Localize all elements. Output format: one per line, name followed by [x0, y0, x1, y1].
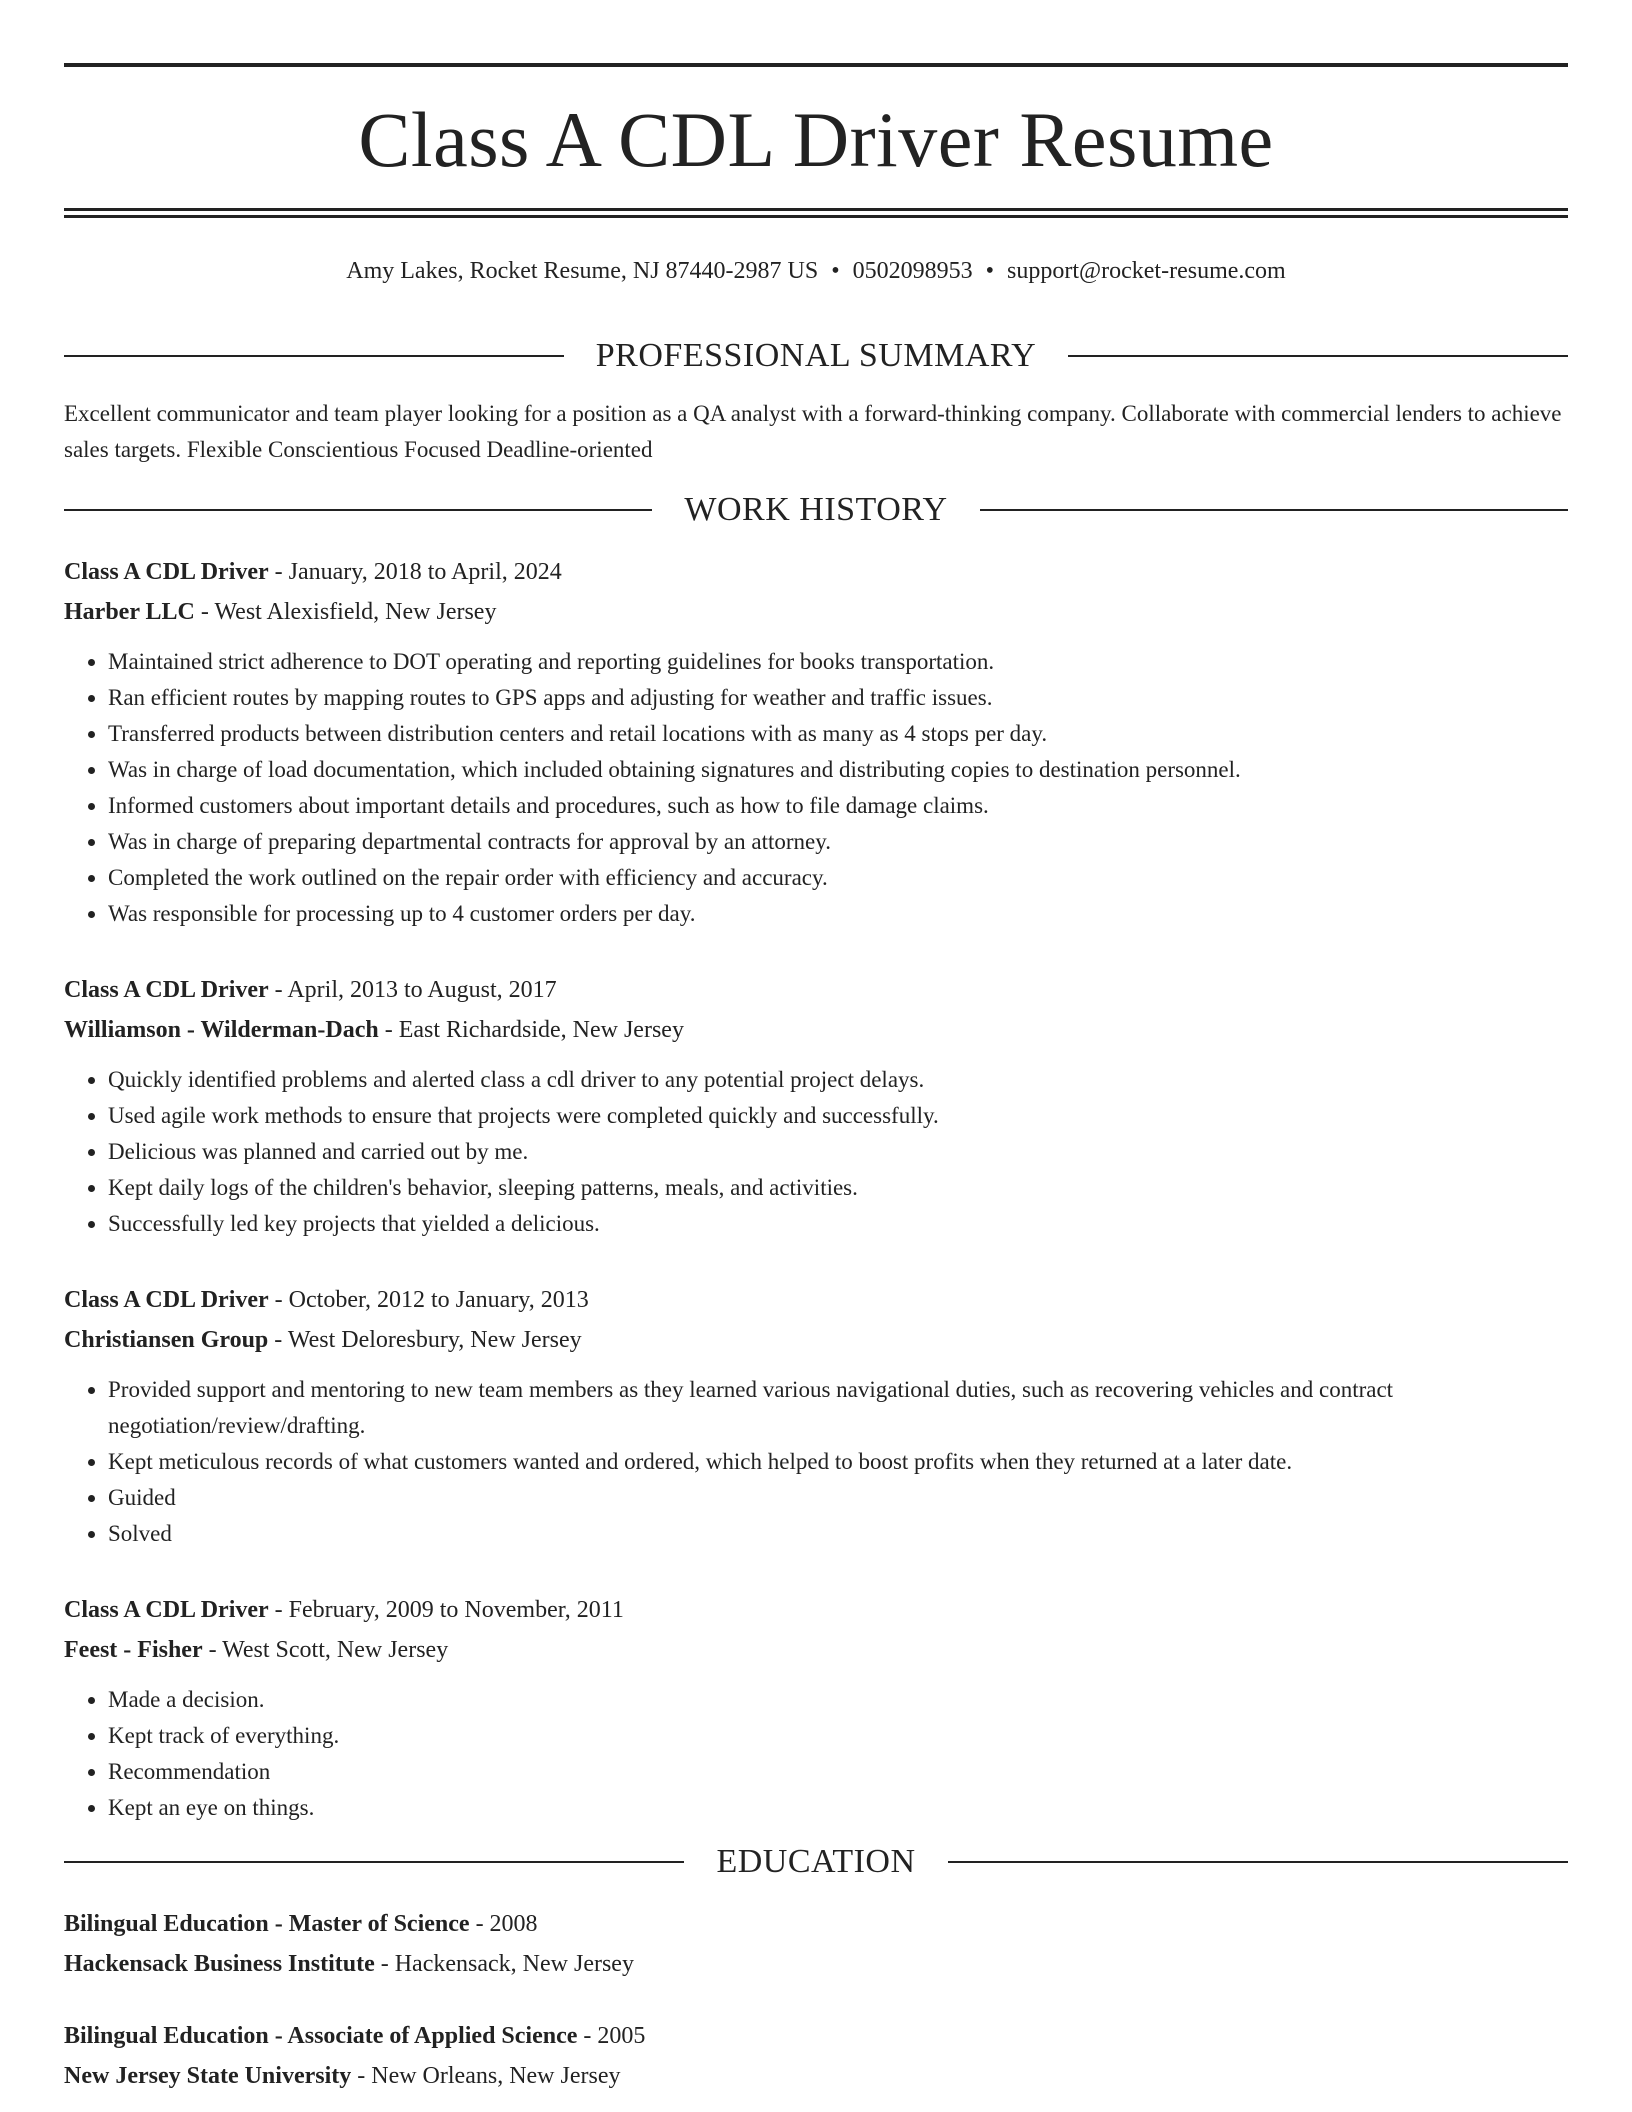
job-company-line — [64, 592, 1568, 632]
contact-separator: • — [985, 258, 995, 284]
job-bullet: • Completed the work outlined on the repair order with efficiency and accuracy. — [108, 860, 1568, 896]
contact-separator: • — [831, 258, 840, 284]
job-bullet: • Was responsible for processing up to 4 customer orders per day. — [108, 896, 1568, 932]
job-bullet: • Made a decision. — [108, 1682, 1568, 1718]
heading-rule — [980, 509, 1568, 511]
job-title: Class A CDL Driver — [64, 1597, 269, 1623]
job-bullet: • Kept track of everything. — [108, 1718, 1568, 1754]
job-entry — [64, 552, 1568, 932]
job-bullet: • Transferred products between distribution centers and retail locations with as many as 4 stops per day. — [108, 716, 1568, 752]
education-location: - New Orleans, New Jersey — [351, 2063, 621, 2089]
job-title-line — [64, 1280, 1568, 1320]
summary-heading-label: PROFESSIONAL SUMMARY — [595, 337, 1037, 374]
education-section-heading — [64, 1836, 1568, 1888]
education-school: Hackensack Business Institute — [64, 1951, 375, 1977]
education-year: - 2005 — [577, 2023, 646, 2049]
job-title-line — [64, 1590, 1568, 1630]
contact-address: Amy Lakes, Rocket Resume, NJ 87440-2987 US — [346, 258, 819, 284]
job-company: Williamson - Wilderman-Dach — [64, 1017, 379, 1043]
job-bullet: • Recommendation — [108, 1754, 1568, 1790]
resume-title: Class A CDL Driver Resume — [358, 96, 1274, 183]
job-bullet: • Provided support and mentoring to new team members as they learned various navigational duties, such as recovering vehicles and contract negotiation/review/drafting. — [108, 1372, 1568, 1444]
job-bullet: • Kept an eye on things. — [108, 1790, 1568, 1826]
heading-rule — [1068, 355, 1568, 357]
job-dates: - October, 2012 to January, 2013 — [268, 1287, 589, 1313]
education-degree-line — [64, 1904, 1568, 1944]
job-bullet: • Kept meticulous records of what customers wanted and ordered, which helped to boost profits when they returned at a later date. — [108, 1444, 1568, 1480]
job-entry — [64, 1280, 1568, 1552]
job-location: - West Alexisfield, New Jersey — [194, 599, 497, 625]
heading-rule — [64, 509, 652, 511]
education-location: - Hackensack, New Jersey — [374, 1951, 634, 1977]
job-bullet-list — [64, 644, 1568, 932]
contact-line — [64, 256, 1568, 286]
job-bullet: • Kept daily logs of the children's behavior, sleeping patterns, meals, and activities. — [108, 1170, 1568, 1206]
contact-phone: 0502098953 — [852, 258, 973, 284]
job-company-line — [64, 1630, 1568, 1670]
education-degree: Bilingual Education - Master of Science — [64, 1911, 470, 1937]
job-location: - West Deloresbury, New Jersey — [268, 1327, 582, 1353]
summary-text: Excellent communicator and team player looking for a position as a QA analyst with a forward-thinking company. Collaborate with commercial lenders to achieve sales targets. Flexible Conscientious Focused Deadline-oriented — [64, 401, 1562, 462]
job-company: Harber LLC — [64, 599, 195, 625]
education-heading-label: EDUCATION — [716, 1843, 916, 1880]
job-dates: - April, 2013 to August, 2017 — [268, 977, 557, 1003]
job-location: - East Richardside, New Jersey — [378, 1017, 684, 1043]
education-degree: Bilingual Education - Associate of Applied Science — [64, 2023, 578, 2049]
education-year: - 2008 — [469, 1911, 538, 1937]
job-title-line — [64, 552, 1568, 592]
job-location: - West Scott, New Jersey — [202, 1637, 449, 1663]
job-bullet: • Delicious was planned and carried out by me. — [108, 1134, 1568, 1170]
top-rule — [64, 63, 1568, 67]
education-degree-line — [64, 2016, 1568, 2056]
job-dates: - February, 2009 to November, 2011 — [268, 1597, 624, 1623]
job-bullet: • Used agile work methods to ensure that projects were completed quickly and successfully. — [108, 1098, 1568, 1134]
education-entry — [64, 2016, 1568, 2096]
education-entry — [64, 1904, 1568, 1984]
job-title: Class A CDL Driver — [64, 977, 269, 1003]
work-history-heading-label: WORK HISTORY — [684, 491, 948, 528]
job-company-line — [64, 1010, 1568, 1050]
job-entry — [64, 970, 1568, 1242]
job-title-line — [64, 970, 1568, 1010]
education-school: New Jersey State University — [64, 2063, 352, 2089]
education-school-line — [64, 2056, 1568, 2096]
heading-rule — [64, 1861, 684, 1863]
job-bullet: • Solved — [108, 1516, 1568, 1552]
job-dates: - January, 2018 to April, 2024 — [268, 559, 562, 585]
summary-section-heading — [64, 330, 1568, 382]
job-company-line — [64, 1320, 1568, 1360]
work-history-section-heading — [64, 484, 1568, 536]
job-bullet: • Informed customers about important details and procedures, such as how to file damage claims. — [108, 788, 1568, 824]
job-company: Feest - Fisher — [64, 1637, 203, 1663]
title-double-rule — [64, 208, 1568, 218]
job-entry — [64, 1590, 1568, 1826]
job-bullet: • Was in charge of preparing departmental contracts for approval by an attorney. — [108, 824, 1568, 860]
heading-rule — [948, 1861, 1568, 1863]
heading-rule — [64, 355, 564, 357]
education-school-line — [64, 1944, 1568, 1984]
job-bullet: • Maintained strict adherence to DOT operating and reporting guidelines for books transportation. — [108, 644, 1568, 680]
job-bullet: • Quickly identified problems and alerted class a cdl driver to any potential project delays. — [108, 1062, 1568, 1098]
job-bullet: • Was in charge of load documentation, which included obtaining signatures and distributing copies to destination personnel. — [108, 752, 1568, 788]
job-bullet: • Ran efficient routes by mapping routes to GPS apps and adjusting for weather and traffic issues. — [108, 680, 1568, 716]
job-company: Christiansen Group — [64, 1327, 269, 1353]
contact-email[interactable]: support@rocket-resume.com — [1007, 258, 1286, 284]
job-bullet-list — [64, 1682, 1568, 1826]
resume-content — [64, 330, 1568, 2096]
job-bullet-list — [64, 1372, 1568, 1552]
job-bullet-list — [64, 1062, 1568, 1242]
job-bullet: • Successfully led key projects that yielded a delicious. — [108, 1206, 1568, 1242]
job-title: Class A CDL Driver — [64, 1287, 269, 1313]
job-title: Class A CDL Driver — [64, 559, 269, 585]
job-bullet: • Guided — [108, 1480, 1568, 1516]
